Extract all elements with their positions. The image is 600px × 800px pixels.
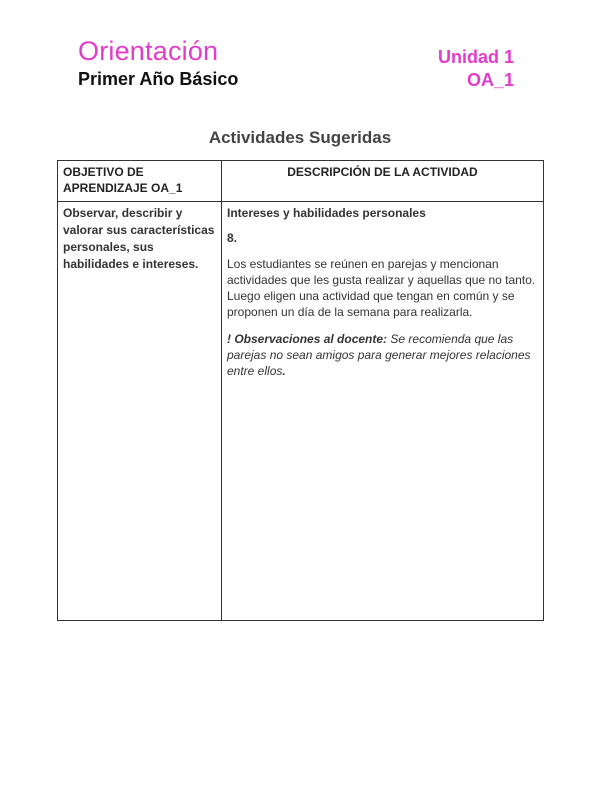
section-title: Actividades Sugeridas [208, 128, 392, 147]
description-header: DESCRIPCIÓN DE LA ACTIVIDAD [222, 161, 544, 202]
page-subtitle: Primer Año Básico [78, 69, 239, 89]
table-header-row [58, 161, 544, 202]
observation-label: ! Observaciones al docente: [227, 332, 388, 346]
objective-cell [58, 202, 222, 621]
activity-description: Los estudiantes se reúnen en parejas y mencionan actividades que les gusta realizar y aquellas que no tanto. Luego eligen una actividad que tengan en común y se proponen un día de la semana para realizarla. [227, 257, 536, 319]
oa-label: OA_1 [466, 70, 514, 90]
objective-header: OBJETIVO DE APRENDIZAJE OA_1 [58, 161, 222, 202]
unit-label: Unidad 1 [437, 47, 514, 67]
observation-text: Se recomienda que las parejas no sean amigos para generar mejores relaciones entre ellos [227, 332, 531, 378]
table-row [58, 202, 544, 621]
teacher-observation [227, 331, 538, 379]
objective-text: Observar, describir y valorar sus características personales, sus habilidades e intereses. [63, 206, 215, 271]
activities-table [57, 160, 544, 621]
observation-end: . [282, 364, 286, 378]
activity-number: 8. [227, 231, 238, 245]
activity-title: Intereses y habilidades personales [227, 206, 426, 220]
page-title: Orientación [78, 36, 219, 66]
description-cell [222, 202, 544, 621]
